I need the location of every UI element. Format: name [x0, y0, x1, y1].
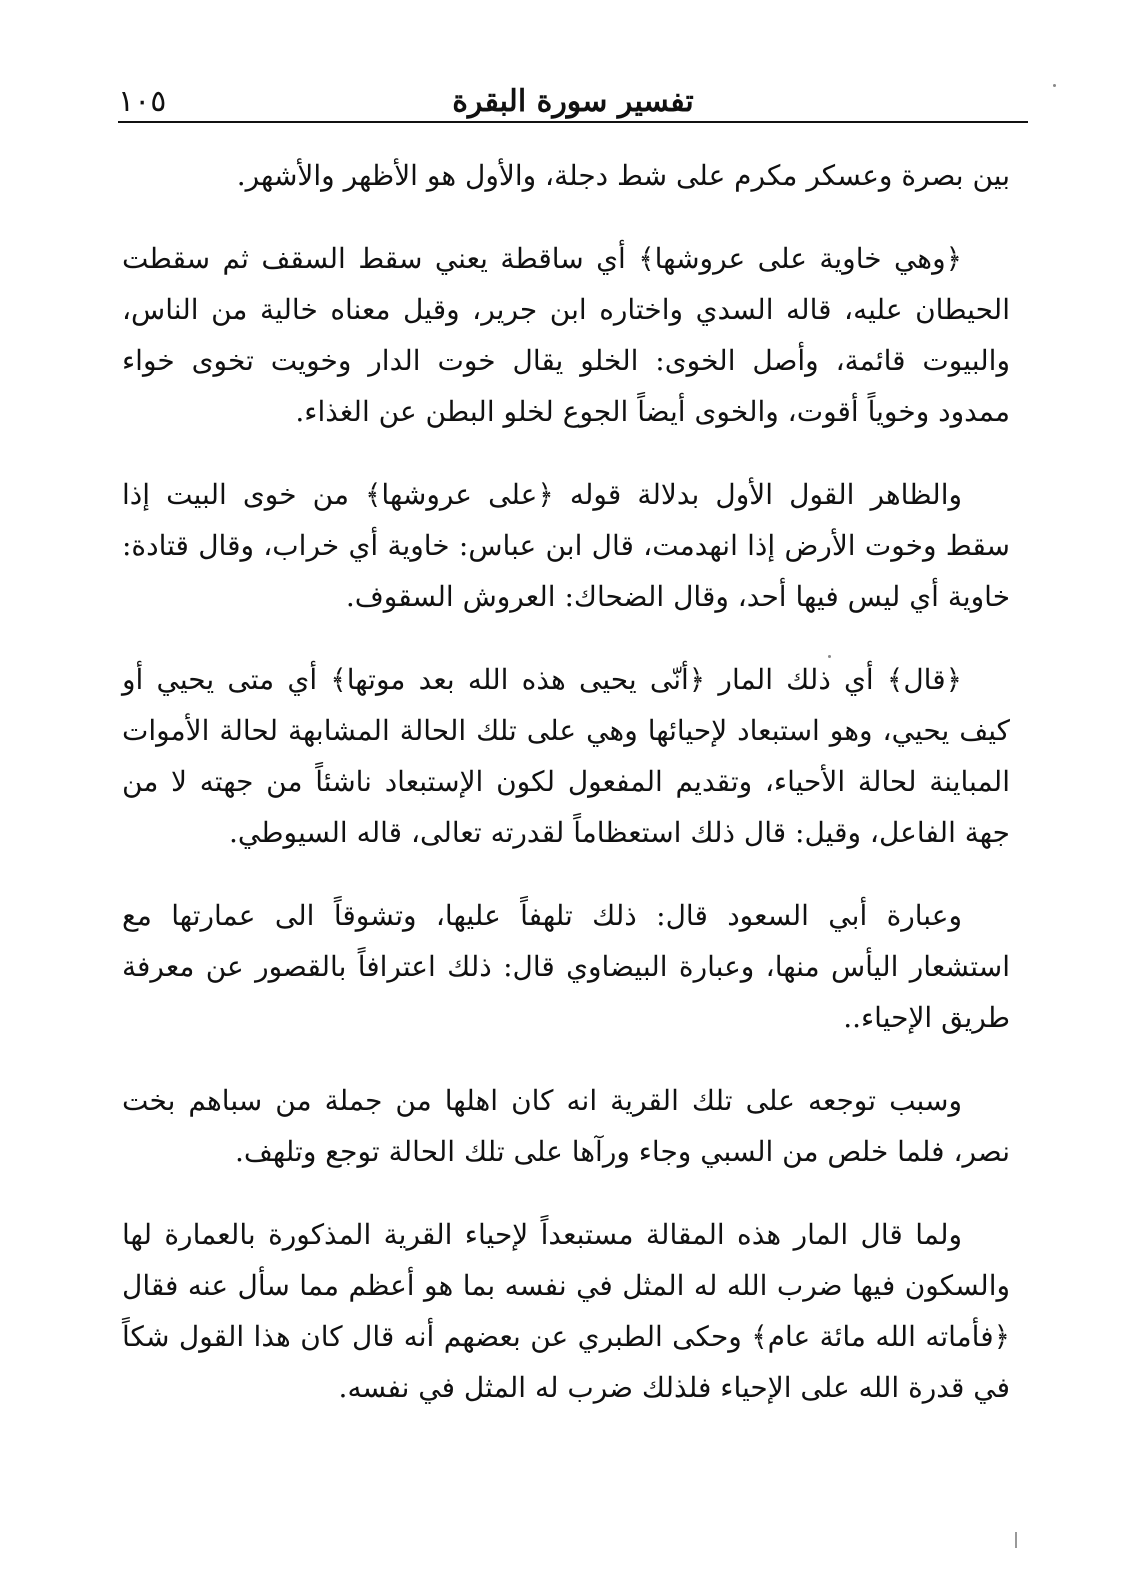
running-title: تفسير سورة البقرة: [452, 84, 694, 119]
paragraph: ﴿وهي خاوية على عروشها﴾ أي ساقطة يعني سقط السقف ثم سقطت الحيطان عليه، قاله السدي واختاره ابن جرير، وقيل معناه خالية من الناس، والبيوت قائمة، وأصل الخوى: الخلو يقال خوت الدار وخويت تخوى خواء ممدود وخوياً أقوت، والخوى أيضاً الجوع لخلو البطن عن الغذاء.: [122, 242, 1010, 428]
paragraph: وسبب توجعه على تلك القرية انه كان اهلها من جملة من سباهم بخت نصر، فلما خلص من السبي وجاء ورآها على تلك الحالة توجع وتلهف.: [122, 1084, 1010, 1168]
scan-speck: [1053, 84, 1056, 87]
body-text: [122, 150, 1010, 1445]
paragraph-continuation: بين بصرة وعسكر مكرم على شط دجلة، والأول هو الأظهر والأشهر.: [236, 159, 1010, 192]
paragraph: والظاهر القول الأول بدلالة قوله ﴿على عروشها﴾ من خوى البيت إذا سقط وخوت الأرض إذا انهدمت، قال ابن عباس: خاوية أي خراب، وقال قتادة: خاوية أي ليس فيها أحد، وقال الضحاك: العروش السقوف.: [122, 478, 1010, 613]
running-header: [118, 78, 1028, 122]
page-number: ١٠٥: [118, 84, 167, 119]
scan-speck: [828, 655, 831, 658]
paragraph: ﴿قال﴾ أي ذلك المار ﴿أنّى يحيى هذه الله بعد موتها﴾ أي متى يحيي أو كيف يحيي، وهو استبعاد لإحيائها وهي على تلك الحالة المشابهة لحالة الأموات المباينة لحالة الأحياء، وتقديم المفعول لكون الإستبعاد ناشئاً من جهته لا من جهة الفاعل، وقيل: قال ذلك استعظاماً لقدرته تعالى، قاله السيوطي.: [122, 663, 1010, 849]
paragraph: ولما قال المار هذه المقالة مستبعداً لإحياء القرية المذكورة بالعمارة لها والسكون فيها ضرب الله له المثل في نفسه بما هو أعظم مما سأل عنه فقال ﴿فأماته الله مائة عام﴾ وحكى الطبري عن بعضهم أنه قال كان هذا القول شكاً في قدرة الله على الإحياء فلذلك ضرب له المثل في نفسه.: [122, 1218, 1010, 1404]
paragraph: وعبارة أبي السعود قال: ذلك تلهفاً عليها، وتشوقاً الى عمارتها مع استشعار اليأس منها، وعبارة البيضاوي قال: ذلك اعترافاً بالقصور عن معرفة طريق الإحياء..: [122, 899, 1010, 1034]
header-rule: [118, 121, 1028, 123]
scan-margin-mark: [1015, 1532, 1017, 1548]
